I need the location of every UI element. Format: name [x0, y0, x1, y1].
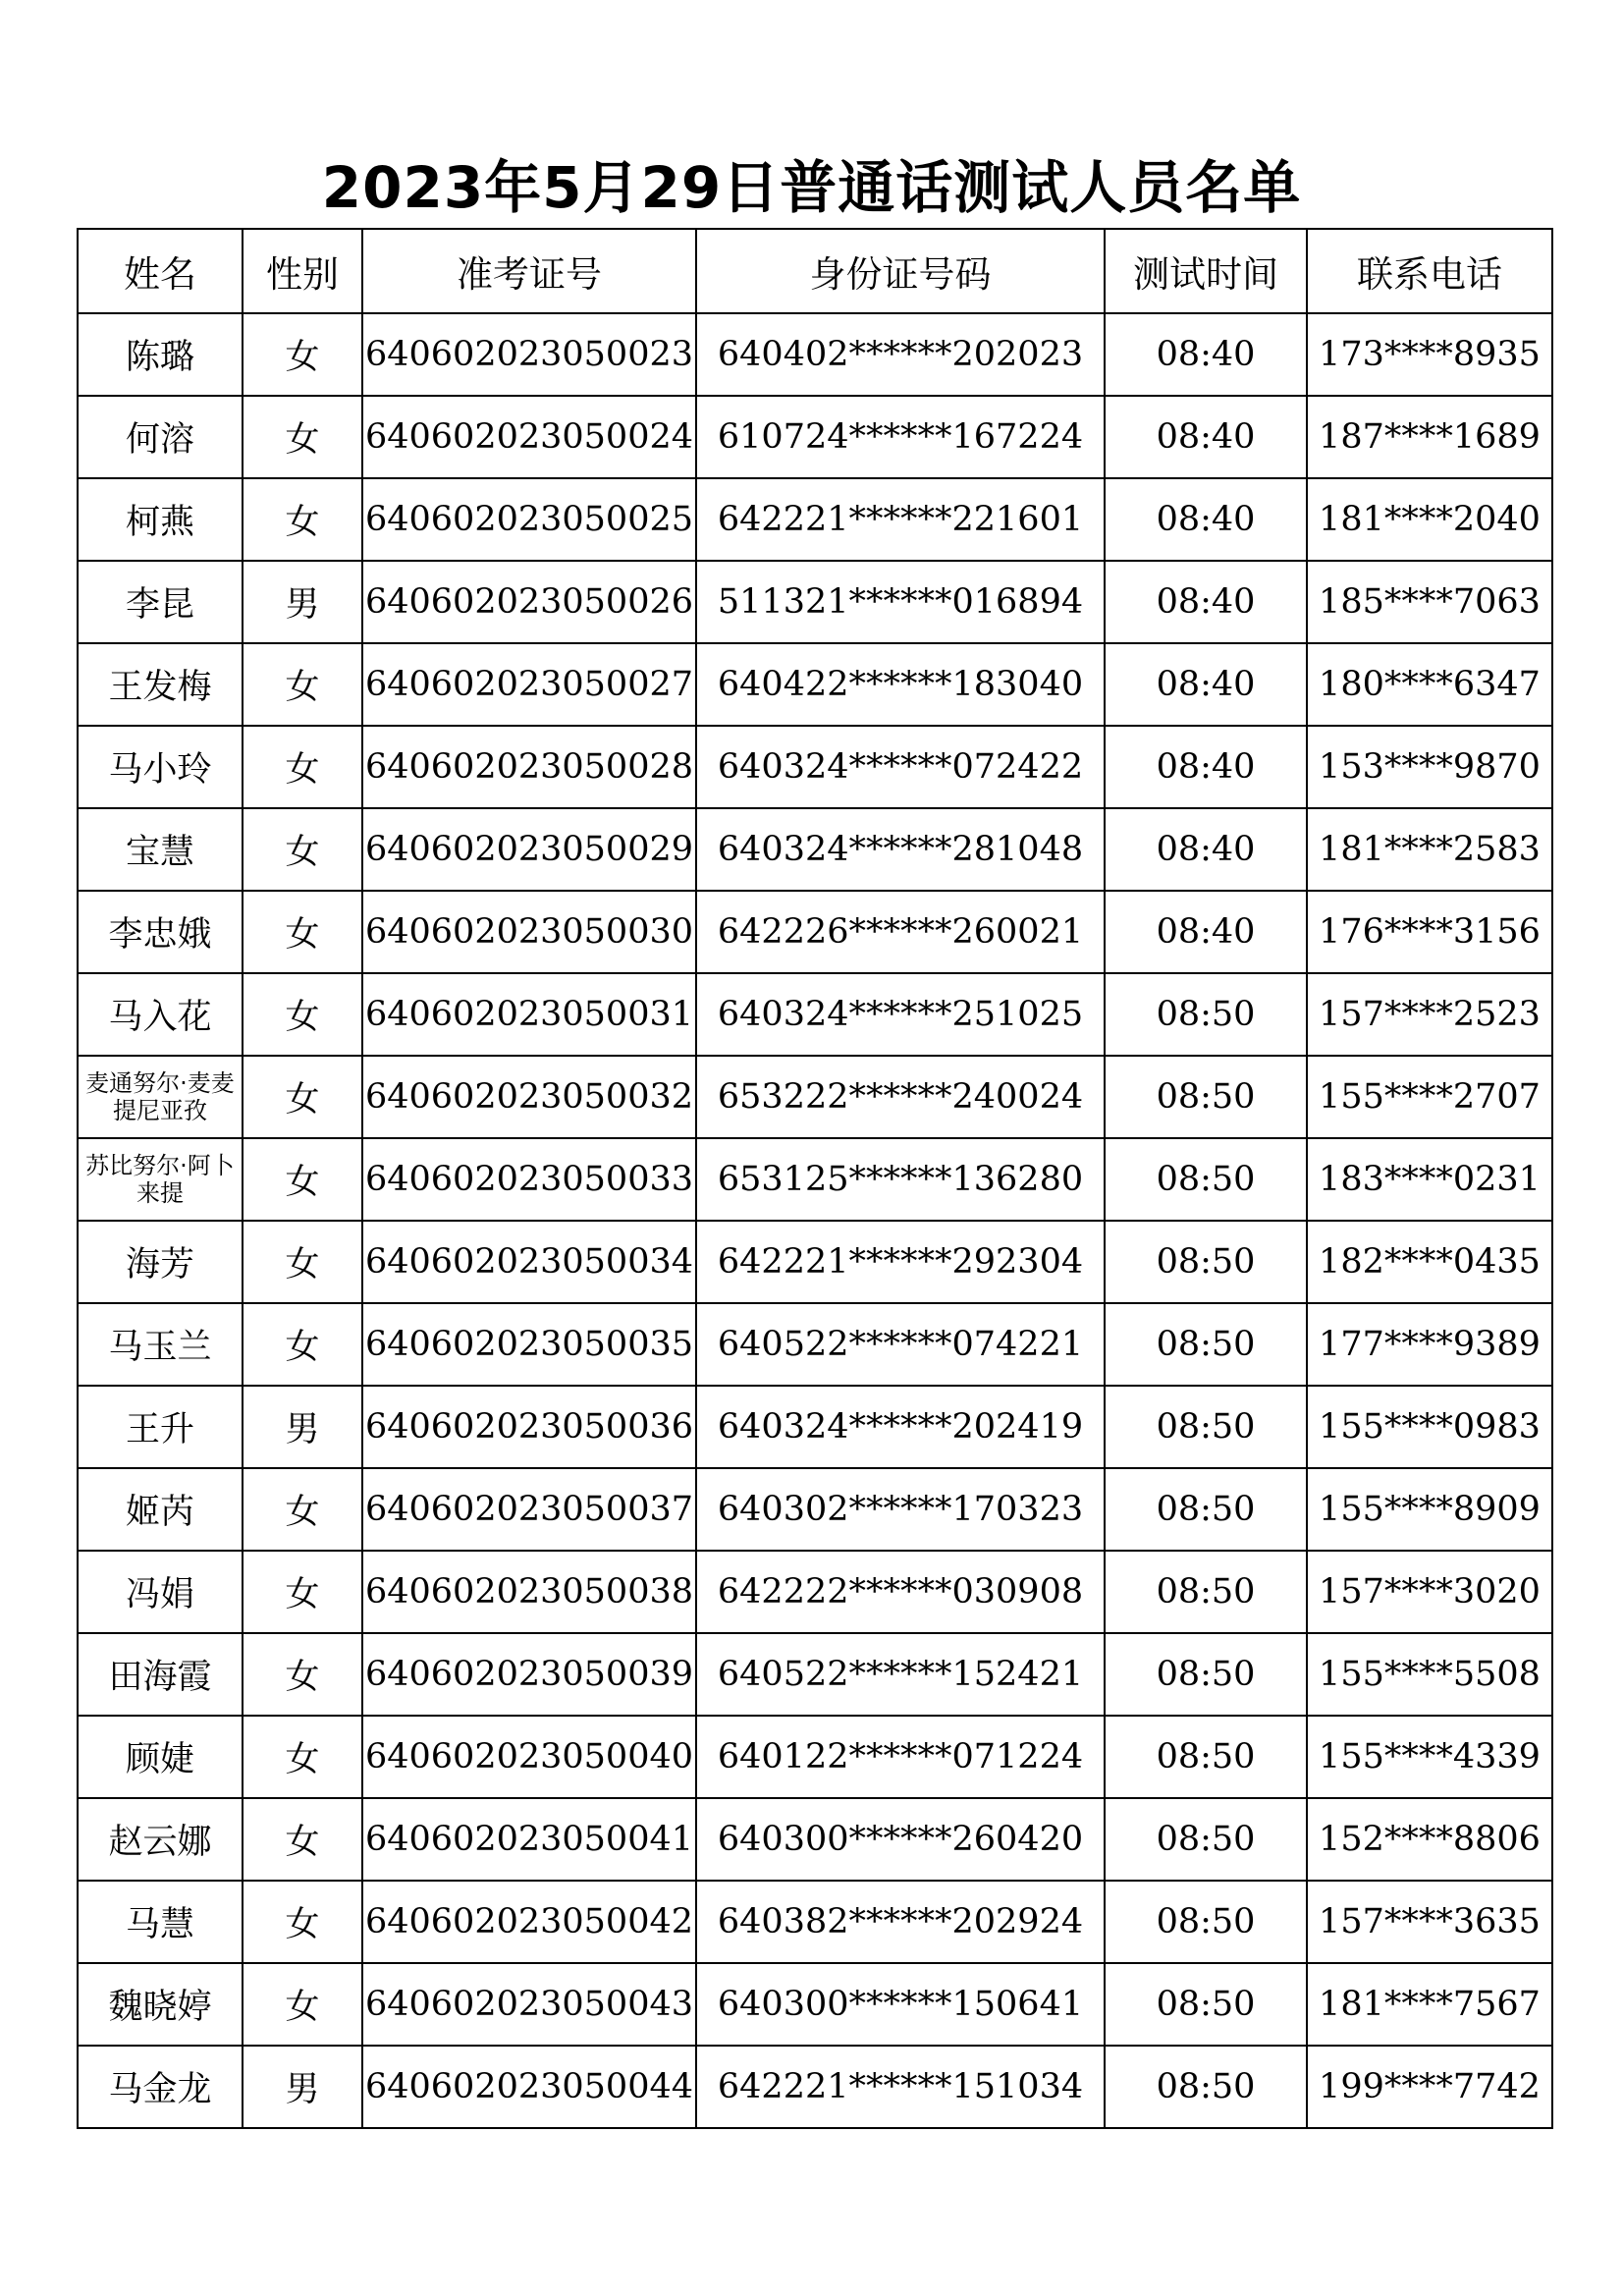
roster-body: [78, 313, 1552, 2128]
cell-gender: 女: [243, 1056, 362, 1138]
table-row: [78, 1221, 1552, 1303]
header-phone: 联系电话: [1307, 229, 1552, 313]
cell-name: 马慧: [78, 1881, 243, 1963]
cell-exam-number: 640602023050035: [362, 1303, 696, 1386]
cell-phone: 157****3635: [1307, 1881, 1552, 1963]
cell-exam-number: 640602023050031: [362, 973, 696, 1056]
cell-exam-number: 640602023050023: [362, 313, 696, 396]
cell-name: 麦通努尔·麦麦提尼亚孜: [78, 1056, 243, 1138]
cell-id-number: 642221******292304: [696, 1221, 1105, 1303]
cell-gender: 女: [243, 396, 362, 478]
cell-exam-number: 640602023050043: [362, 1963, 696, 2046]
cell-test-time: 08:50: [1105, 1221, 1307, 1303]
cell-test-time: 08:50: [1105, 1716, 1307, 1798]
cell-exam-number: 640602023050029: [362, 808, 696, 891]
cell-phone: 157****2523: [1307, 973, 1552, 1056]
header-id-number: 身份证号码: [696, 229, 1105, 313]
cell-exam-number: 640602023050028: [362, 726, 696, 808]
cell-id-number: 640324******072422: [696, 726, 1105, 808]
table-row: [78, 643, 1552, 726]
cell-name: 马玉兰: [78, 1303, 243, 1386]
cell-test-time: 08:50: [1105, 973, 1307, 1056]
cell-gender: 男: [243, 2046, 362, 2128]
cell-id-number: 640324******251025: [696, 973, 1105, 1056]
table-row: [78, 1881, 1552, 1963]
cell-id-number: 640302******170323: [696, 1468, 1105, 1551]
cell-name: 马入花: [78, 973, 243, 1056]
cell-id-number: 653222******240024: [696, 1056, 1105, 1138]
cell-exam-number: 640602023050032: [362, 1056, 696, 1138]
cell-gender: 女: [243, 1716, 362, 1798]
cell-gender: 女: [243, 1633, 362, 1716]
cell-test-time: 08:40: [1105, 478, 1307, 561]
cell-name: 李昆: [78, 561, 243, 643]
cell-gender: 女: [243, 1798, 362, 1881]
cell-name: 马金龙: [78, 2046, 243, 2128]
cell-test-time: 08:40: [1105, 726, 1307, 808]
cell-test-time: 08:50: [1105, 1633, 1307, 1716]
table-row: [78, 478, 1552, 561]
table-row: [78, 313, 1552, 396]
cell-name: 柯燕: [78, 478, 243, 561]
cell-exam-number: 640602023050030: [362, 891, 696, 973]
cell-exam-number: 640602023050044: [362, 2046, 696, 2128]
cell-gender: 男: [243, 561, 362, 643]
cell-gender: 女: [243, 643, 362, 726]
cell-phone: 155****4339: [1307, 1716, 1552, 1798]
cell-exam-number: 640602023050042: [362, 1881, 696, 1963]
cell-id-number: 642222******030908: [696, 1551, 1105, 1633]
table-row: [78, 726, 1552, 808]
cell-phone: 157****3020: [1307, 1551, 1552, 1633]
table-row: [78, 1138, 1552, 1221]
table-row: [78, 561, 1552, 643]
cell-exam-number: 640602023050027: [362, 643, 696, 726]
table-row: [78, 1551, 1552, 1633]
table-row: [78, 1468, 1552, 1551]
cell-gender: 女: [243, 726, 362, 808]
cell-gender: 女: [243, 891, 362, 973]
cell-name: 李忠娥: [78, 891, 243, 973]
cell-phone: 199****7742: [1307, 2046, 1552, 2128]
cell-gender: 女: [243, 973, 362, 1056]
cell-exam-number: 640602023050037: [362, 1468, 696, 1551]
cell-phone: 183****0231: [1307, 1138, 1552, 1221]
cell-test-time: 08:50: [1105, 1798, 1307, 1881]
cell-exam-number: 640602023050040: [362, 1716, 696, 1798]
cell-gender: 女: [243, 478, 362, 561]
cell-exam-number: 640602023050026: [362, 561, 696, 643]
header-test-time: 测试时间: [1105, 229, 1307, 313]
table-row: [78, 1798, 1552, 1881]
cell-gender: 男: [243, 1386, 362, 1468]
cell-id-number: 642221******221601: [696, 478, 1105, 561]
table-row: [78, 1386, 1552, 1468]
cell-id-number: 640324******202419: [696, 1386, 1105, 1468]
cell-id-number: 640402******202023: [696, 313, 1105, 396]
cell-phone: 187****1689: [1307, 396, 1552, 478]
cell-test-time: 08:40: [1105, 313, 1307, 396]
cell-test-time: 08:50: [1105, 1056, 1307, 1138]
cell-id-number: 640422******183040: [696, 643, 1105, 726]
table-row: [78, 1716, 1552, 1798]
cell-phone: 185****7063: [1307, 561, 1552, 643]
cell-exam-number: 640602023050036: [362, 1386, 696, 1468]
cell-id-number: 640522******074221: [696, 1303, 1105, 1386]
cell-exam-number: 640602023050034: [362, 1221, 696, 1303]
cell-test-time: 08:40: [1105, 643, 1307, 726]
cell-name: 冯娟: [78, 1551, 243, 1633]
cell-phone: 155****5508: [1307, 1633, 1552, 1716]
cell-gender: 女: [243, 1138, 362, 1221]
cell-name: 王升: [78, 1386, 243, 1468]
cell-id-number: 653125******136280: [696, 1138, 1105, 1221]
cell-gender: 女: [243, 1551, 362, 1633]
cell-id-number: 640324******281048: [696, 808, 1105, 891]
cell-exam-number: 640602023050041: [362, 1798, 696, 1881]
page-title: 2023年5月29日普通话测试人员名单: [321, 154, 1302, 221]
cell-gender: 女: [243, 1963, 362, 2046]
cell-name: 田海霞: [78, 1633, 243, 1716]
cell-phone: 181****2040: [1307, 478, 1552, 561]
cell-test-time: 08:50: [1105, 1963, 1307, 2046]
cell-exam-number: 640602023050024: [362, 396, 696, 478]
cell-test-time: 08:50: [1105, 1881, 1307, 1963]
cell-name: 宝慧: [78, 808, 243, 891]
cell-name: 姬芮: [78, 1468, 243, 1551]
cell-name: 王发梅: [78, 643, 243, 726]
table-row: [78, 891, 1552, 973]
cell-name: 海芳: [78, 1221, 243, 1303]
cell-gender: 女: [243, 808, 362, 891]
cell-test-time: 08:40: [1105, 808, 1307, 891]
cell-test-time: 08:40: [1105, 891, 1307, 973]
table-row: [78, 2046, 1552, 2128]
cell-name: 顾婕: [78, 1716, 243, 1798]
header-exam-number: 准考证号: [362, 229, 696, 313]
cell-id-number: 610724******167224: [696, 396, 1105, 478]
cell-phone: 181****2583: [1307, 808, 1552, 891]
cell-gender: 女: [243, 1303, 362, 1386]
cell-gender: 女: [243, 313, 362, 396]
cell-name: 陈璐: [78, 313, 243, 396]
cell-phone: 177****9389: [1307, 1303, 1552, 1386]
table-row: [78, 808, 1552, 891]
header-row: [78, 229, 1552, 313]
cell-phone: 176****3156: [1307, 891, 1552, 973]
cell-id-number: 511321******016894: [696, 561, 1105, 643]
cell-exam-number: 640602023050039: [362, 1633, 696, 1716]
cell-gender: 女: [243, 1881, 362, 1963]
table-row: [78, 1056, 1552, 1138]
cell-exam-number: 640602023050033: [362, 1138, 696, 1221]
cell-test-time: 08:50: [1105, 2046, 1307, 2128]
cell-test-time: 08:40: [1105, 396, 1307, 478]
cell-phone: 181****7567: [1307, 1963, 1552, 2046]
table-row: [78, 1963, 1552, 2046]
table-row: [78, 396, 1552, 478]
table-row: [78, 973, 1552, 1056]
cell-name: 魏晓婷: [78, 1963, 243, 2046]
table-row: [78, 1633, 1552, 1716]
cell-test-time: 08:40: [1105, 561, 1307, 643]
header-gender: 性别: [243, 229, 362, 313]
cell-name: 马小玲: [78, 726, 243, 808]
cell-exam-number: 640602023050025: [362, 478, 696, 561]
cell-phone: 153****9870: [1307, 726, 1552, 808]
cell-phone: 173****8935: [1307, 313, 1552, 396]
cell-phone: 182****0435: [1307, 1221, 1552, 1303]
cell-phone: 155****0983: [1307, 1386, 1552, 1468]
cell-gender: 女: [243, 1221, 362, 1303]
cell-phone: 152****8806: [1307, 1798, 1552, 1881]
cell-phone: 155****8909: [1307, 1468, 1552, 1551]
cell-test-time: 08:50: [1105, 1303, 1307, 1386]
cell-name: 赵云娜: [78, 1798, 243, 1881]
cell-test-time: 08:50: [1105, 1551, 1307, 1633]
cell-test-time: 08:50: [1105, 1468, 1307, 1551]
cell-name: 何溶: [78, 396, 243, 478]
cell-phone: 155****2707: [1307, 1056, 1552, 1138]
roster-table: [77, 228, 1553, 2129]
cell-id-number: 640382******202924: [696, 1881, 1105, 1963]
cell-id-number: 642226******260021: [696, 891, 1105, 973]
cell-name: 苏比努尔·阿卜来提: [78, 1138, 243, 1221]
cell-id-number: 640122******071224: [696, 1716, 1105, 1798]
header-name: 姓名: [78, 229, 243, 313]
cell-id-number: 642221******151034: [696, 2046, 1105, 2128]
cell-test-time: 08:50: [1105, 1386, 1307, 1468]
cell-gender: 女: [243, 1468, 362, 1551]
table-row: [78, 1303, 1552, 1386]
cell-id-number: 640300******260420: [696, 1798, 1105, 1881]
cell-test-time: 08:50: [1105, 1138, 1307, 1221]
cell-exam-number: 640602023050038: [362, 1551, 696, 1633]
cell-id-number: 640300******150641: [696, 1963, 1105, 2046]
cell-phone: 180****6347: [1307, 643, 1552, 726]
cell-id-number: 640522******152421: [696, 1633, 1105, 1716]
